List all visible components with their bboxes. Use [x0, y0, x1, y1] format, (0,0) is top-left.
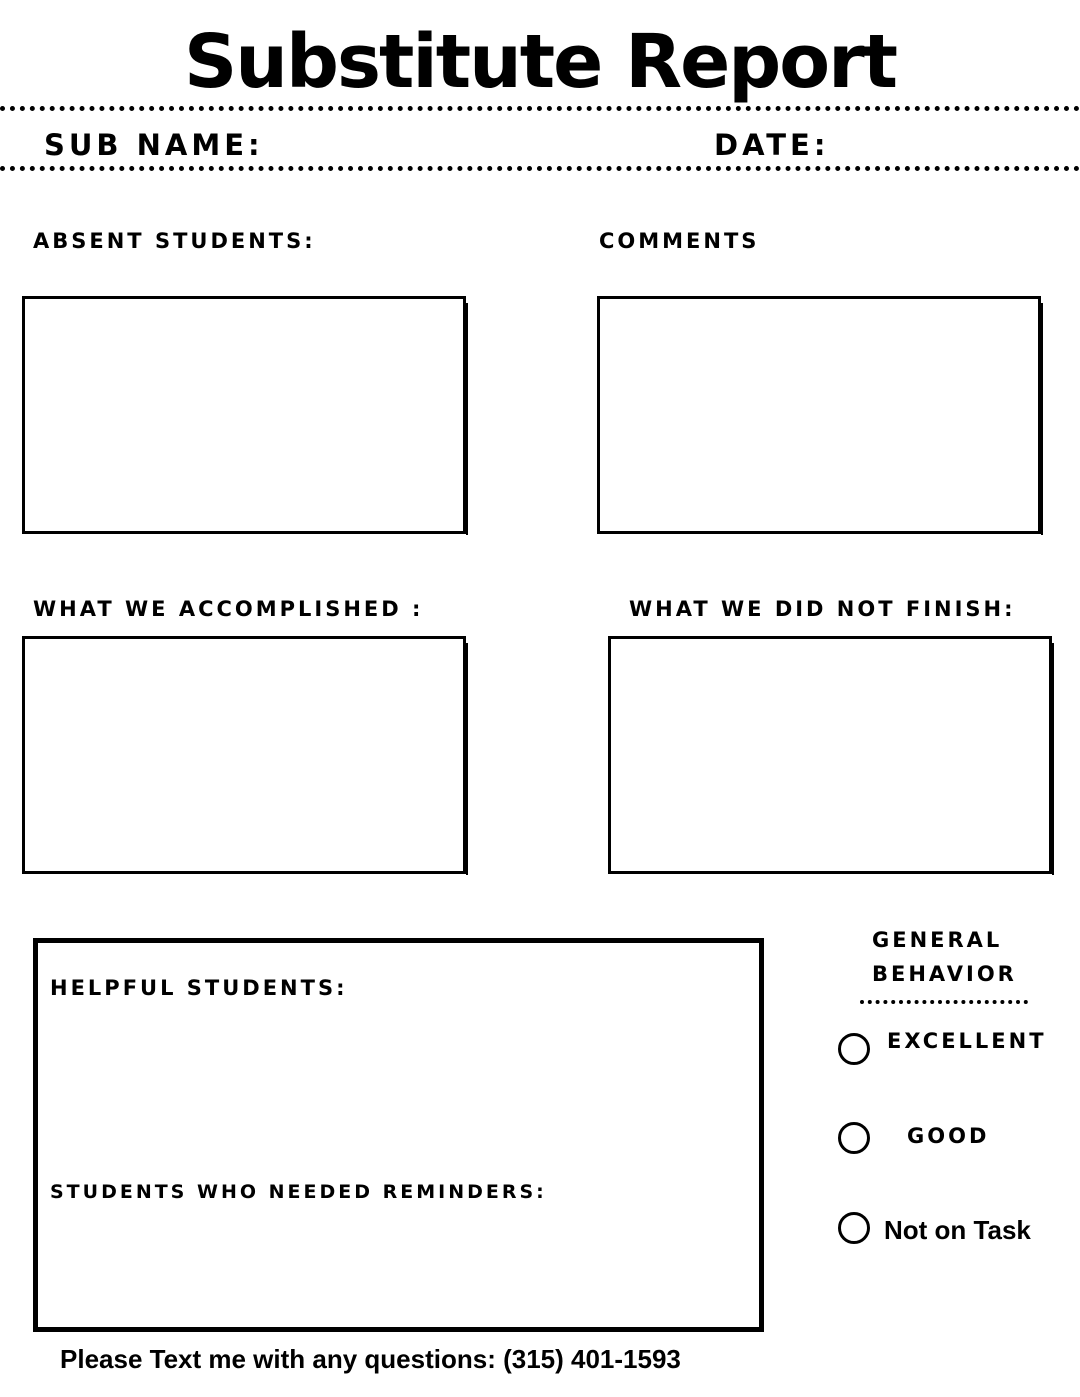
helpful-students-field[interactable] — [50, 1010, 740, 1160]
date-label: DATE: — [714, 128, 830, 162]
needed-reminders-label: STUDENTS WHO NEEDED REMINDERS: — [50, 1181, 547, 1203]
excellent-radio[interactable] — [838, 1033, 870, 1065]
date-field[interactable] — [840, 124, 1060, 164]
header-bottom-divider — [0, 166, 1080, 171]
not-on-task-label: Not on Task — [884, 1215, 1031, 1245]
absent-students-label: ABSENT STUDENTS: — [33, 229, 316, 253]
not-finished-box[interactable] — [608, 636, 1052, 874]
good-label: GOOD — [907, 1124, 990, 1148]
general-behavior-title-line2: BEHAVIOR — [872, 962, 1017, 986]
needed-reminders-field[interactable] — [50, 1212, 740, 1322]
top-divider — [0, 106, 1080, 111]
behavior-divider — [860, 1000, 1028, 1004]
helpful-students-label: HELPFUL STUDENTS: — [50, 976, 348, 1000]
not-finished-label: WHAT WE DID NOT FINISH: — [629, 597, 1016, 621]
sub-name-field[interactable] — [260, 124, 690, 164]
accomplished-box[interactable] — [22, 636, 466, 874]
not-on-task-radio[interactable] — [838, 1212, 870, 1244]
good-radio[interactable] — [838, 1122, 870, 1154]
page-title: Substitute Report — [184, 19, 896, 105]
accomplished-label: WHAT WE ACCOMPLISHED : — [33, 597, 424, 621]
absent-students-box[interactable] — [22, 296, 466, 534]
comments-box[interactable] — [597, 296, 1041, 534]
sub-name-label: SUB NAME: — [44, 128, 264, 162]
general-behavior-title-line1: GENERAL — [872, 928, 1003, 952]
footer-contact: Please Text me with any questions: (315) 401-1593 — [60, 1344, 681, 1374]
excellent-label: EXCELLENT — [887, 1029, 1047, 1053]
comments-label: COMMENTS — [599, 229, 760, 253]
